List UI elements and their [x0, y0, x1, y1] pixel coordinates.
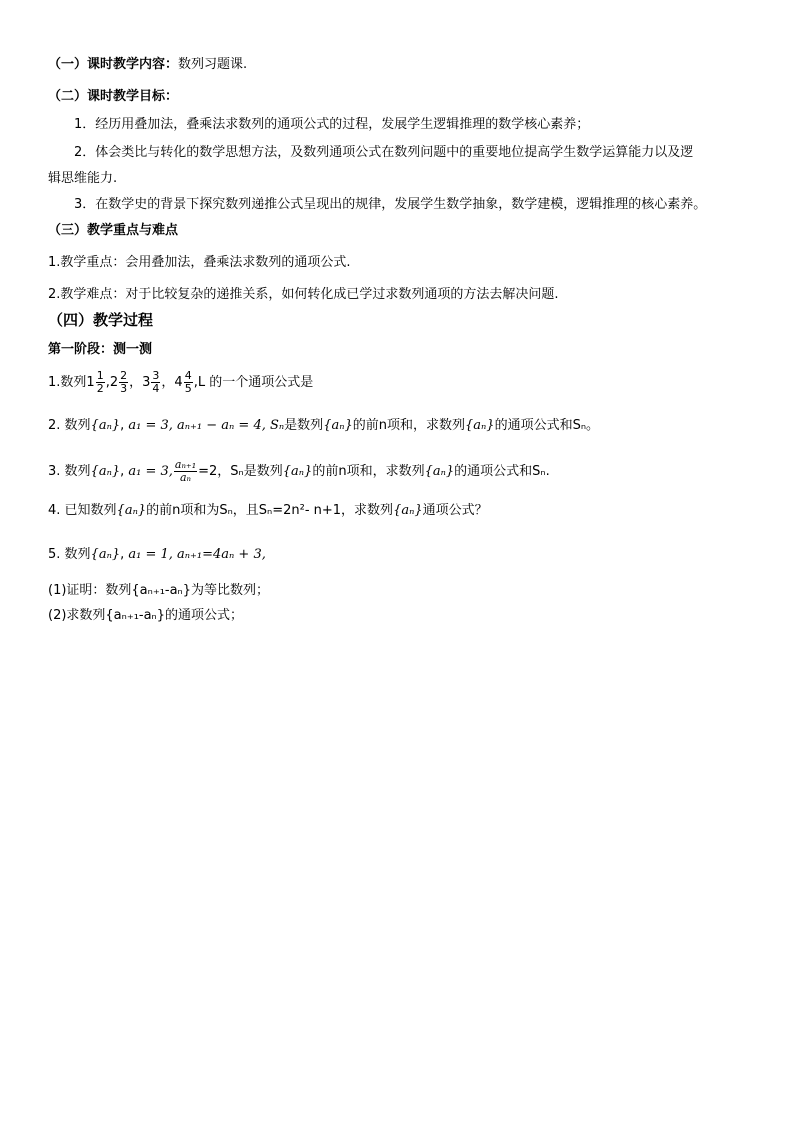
goal-3: 3．在数学史的背景下探究数列递推公式呈现出的规律，发展学生数学抽象，数学建模，逻辑推理的核心素养。 — [74, 197, 707, 212]
q1-fraction-1: $\frac{1}{2}$ — [96, 369, 104, 395]
key-point: 1.教学重点：会用叠加法，叠乘法求数列的通项公式. — [48, 255, 351, 270]
q2-sequence-3: {aₙ} — [465, 418, 495, 433]
q3-prefix: 3. 数列 — [48, 464, 91, 479]
q3-ratio: $\frac{\text{aₙ₊₁}}{\text{aₙ}}$ — [174, 458, 197, 484]
question-5-part-2: (2)求数列{aₙ₊₁-aₙ}的通项公式； — [48, 608, 244, 623]
q3-end: 的通项公式和Sₙ. — [454, 464, 550, 479]
q2-prefix: 2. 数列 — [48, 418, 91, 433]
q1-whole-1: 1 — [86, 375, 95, 390]
goal-2: 2．体会类比与转化的数学思想方法，及数列通项公式在数列问题中的重要地位提高学生数学运算能力以及逻 — [74, 145, 694, 160]
section-1-text: 数列习题课. — [178, 57, 248, 72]
q2-tail: 的前n项和，求数列 — [352, 418, 465, 433]
q4-text-2: 的前n项和为Sₙ，且Sₙ=2n²- n+1，求数列 — [146, 503, 394, 518]
q2-condition: a₁ = 3, aₙ₊₁ − aₙ = 4, Sₙ — [128, 418, 285, 433]
section-1 — [48, 56, 247, 74]
question-4 — [48, 502, 488, 520]
q1-whole-3: 3 — [142, 375, 151, 390]
q2-sequence-2: {aₙ} — [323, 418, 353, 433]
q3-sequence-3: {aₙ} — [424, 464, 455, 479]
q1-fraction-4: $\frac{4}{5}$ — [184, 369, 192, 395]
q3-eq: =2，Sₙ — [198, 464, 244, 479]
q1-ellipsis: L — [197, 375, 206, 390]
question-3: 3. 数列{aₙ}, a₁ = 3, $\frac{\text{aₙ₊₁}}{\text{aₙ}}$ =2，Sₙ是数列{aₙ}的前n项和，求数列{aₙ}的通项公式和Sₙ. — [48, 458, 550, 484]
q4-text-3: 通项公式？ — [422, 503, 488, 518]
section-1-label: （一）课时教学内容： — [48, 57, 179, 72]
q5-prefix: 5. 数列 — [48, 547, 91, 562]
q5-condition: a₁ = 1, aₙ₊₁=4aₙ + 3, — [128, 547, 266, 562]
q1-whole-2: 2 — [109, 375, 119, 390]
q4-text-1: 4. 已知数列 — [48, 503, 117, 518]
q2-mid: 是数列 — [284, 418, 324, 433]
section-2-heading: （二）课时教学目标： — [48, 89, 179, 104]
stage-1-heading: 第一阶段：测一测 — [48, 342, 153, 357]
q1-fraction-2: $\frac{2}{3}$ — [120, 369, 128, 395]
q1-prefix: 1.数列 — [48, 375, 87, 390]
q3-sequence-2: {aₙ} — [282, 464, 313, 479]
difficult-point: 2.教学难点：对于比较复杂的递推关系，如何转化成已学过求数列通项的方法去解决问题. — [48, 287, 559, 302]
section-3-heading: （三）教学重点与难点 — [48, 223, 179, 238]
q5-sequence: {aₙ} — [90, 547, 121, 562]
q1-fraction-3: $\frac{3}{4}$ — [152, 369, 160, 395]
q3-condition: a₁ = 3, — [128, 464, 173, 479]
question-5-part-1: (1)证明：数列{aₙ₊₁-aₙ}为等比数列； — [48, 583, 270, 598]
q3-mid: 是数列 — [243, 464, 283, 479]
q1-suffix: 的一个通项公式是 — [205, 375, 314, 390]
q3-sequence: {aₙ} — [90, 464, 121, 479]
q2-sequence: {aₙ} — [90, 418, 121, 433]
goal-2-continued: 辑思维能力. — [48, 171, 118, 186]
q3-tail: 的前n项和，求数列 — [312, 464, 425, 479]
question-1: 1.数列1 $\frac{1}{2}$ ,2 $\frac{2}{3}$ ，3 $\frac{3}{4}$ ，4 $\frac{4}{5}$ ,L 的一个通项公式是 — [48, 369, 314, 395]
q2-end: 的通项公式和Sₙ。 — [494, 418, 599, 433]
question-2: 2. 数列{aₙ}, a₁ = 3, aₙ₊₁ − aₙ = 4, Sₙ是数列{aₙ}的前n项和，求数列{aₙ}的通项公式和Sₙ。 — [48, 418, 599, 433]
q4-sequence-2: {aₙ} — [393, 503, 423, 518]
q1-whole-4: 4 — [174, 375, 183, 390]
goal-1: 1．经历用叠加法，叠乘法求数列的通项公式的过程，发展学生逻辑推理的数学核心素养； — [74, 117, 590, 132]
section-4-heading: （四）教学过程 — [48, 311, 154, 329]
q4-sequence: {aₙ} — [116, 503, 147, 518]
question-5: 5. 数列{aₙ}, a₁ = 1, aₙ₊₁=4aₙ + 3, — [48, 547, 266, 562]
